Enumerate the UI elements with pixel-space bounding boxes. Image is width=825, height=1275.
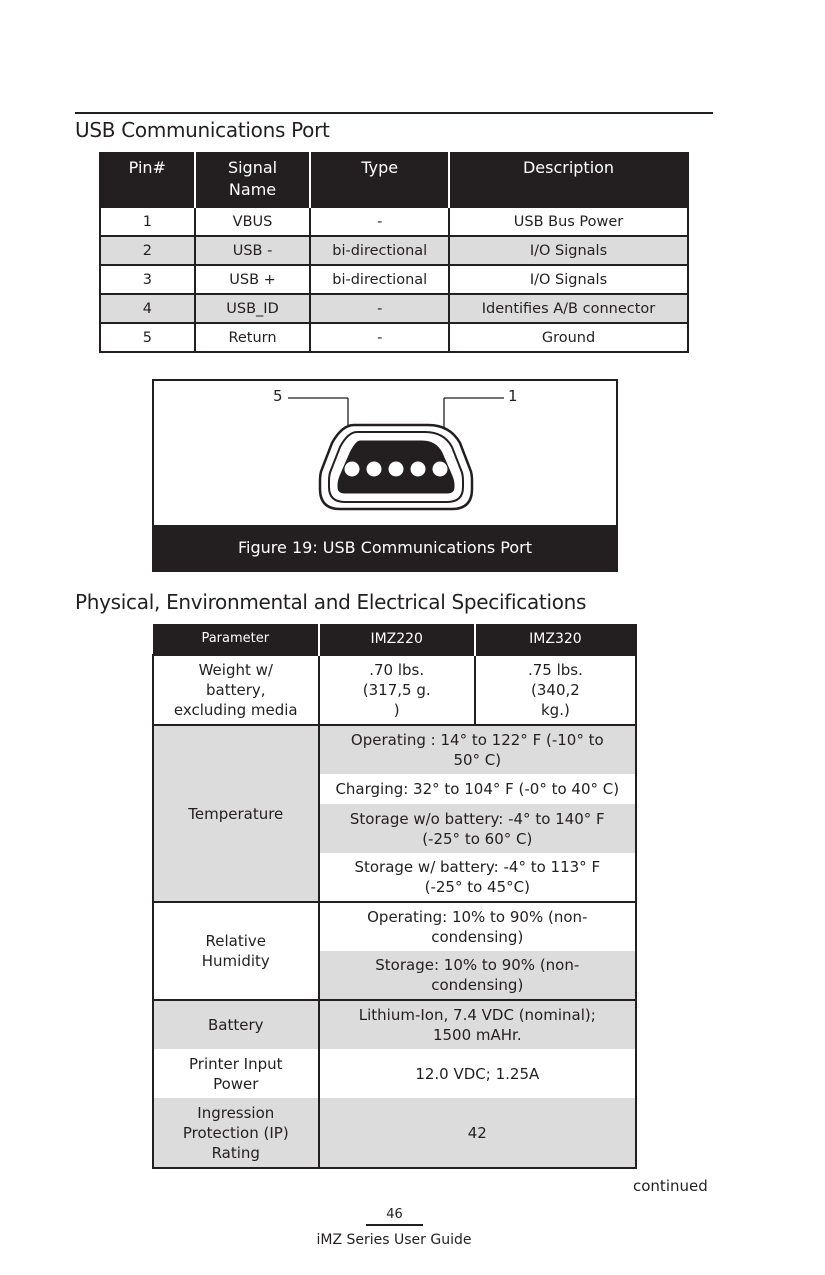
continued-note: continued <box>633 1177 708 1195</box>
cell-description: Identifies A/B connector <box>449 294 688 323</box>
figure-caption: Figure 19: USB Communications Port <box>154 525 616 570</box>
cell-pin: 5 <box>100 323 195 352</box>
temperature-param: Temperature <box>153 725 319 902</box>
input-power-param: Printer Input Power <box>153 1049 319 1098</box>
ip-rating-value: 42 <box>319 1098 636 1168</box>
cell-description: USB Bus Power <box>449 207 688 236</box>
weight-row <box>153 655 636 725</box>
cell-type: - <box>310 207 449 236</box>
weight-imz220: .70 lbs. (317,5 g. ) <box>319 655 475 725</box>
page-number-rule <box>366 1224 423 1226</box>
cell-description: Ground <box>449 323 688 352</box>
usb-connector-diagram <box>154 381 616 527</box>
weight-imz320: .75 lbs. (340,2 kg.) <box>475 655 636 725</box>
table-header-row <box>153 624 636 655</box>
temp-charging: Charging: 32° to 104° F (-0° to 40° C) <box>319 774 636 804</box>
humidity-storage: Storage: 10% to 90% (non-condensing) <box>319 951 636 1000</box>
cell-signal: VBUS <box>195 207 311 236</box>
page-number: 46 <box>386 1207 403 1222</box>
input-power-value: 12.0 VDC; 1.25A <box>319 1049 636 1098</box>
temp-storage-battery: Storage w/ battery: -4° to 113° F (-25° to 45°C) <box>319 853 636 902</box>
cell-signal: USB - <box>195 236 311 265</box>
temperature-row <box>153 725 636 774</box>
table-row <box>100 294 688 323</box>
cell-pin: 2 <box>100 236 195 265</box>
humidity-operating: Operating: 10% to 90% (non-condensing) <box>319 902 636 951</box>
usb-port-figure <box>152 379 618 572</box>
battery-param: Battery <box>153 1000 319 1049</box>
spec-section-title: Physical, Environmental and Electrical Specifications <box>75 590 587 614</box>
header-imz220: IMZ220 <box>319 624 475 655</box>
usb-section-title: USB Communications Port <box>75 118 330 142</box>
table-row <box>100 265 688 294</box>
header-type: Type <box>310 152 449 207</box>
battery-value: Lithium-Ion, 7.4 VDC (nominal); 1500 mAHr. <box>319 1000 636 1049</box>
table-header-row <box>100 152 688 207</box>
cell-signal: USB_ID <box>195 294 311 323</box>
cell-type: - <box>310 323 449 352</box>
cell-description: I/O Signals <box>449 265 688 294</box>
cell-type: bi-directional <box>310 236 449 265</box>
weight-param: Weight w/ battery, excluding media <box>153 655 319 725</box>
header-description: Description <box>449 152 688 207</box>
pin-1-contact <box>433 462 448 477</box>
header-signal-name: Signal Name <box>195 152 311 207</box>
ip-rating-param: Ingression Protection (IP) Rating <box>153 1098 319 1168</box>
top-rule <box>75 112 713 114</box>
pin-label-right: 1 <box>508 387 518 405</box>
cell-pin: 3 <box>100 265 195 294</box>
temp-storage-no-battery: Storage w/o battery: -4° to 140° F (-25° to 60° C) <box>319 804 636 853</box>
cell-description: I/O Signals <box>449 236 688 265</box>
pin-2-contact <box>411 462 426 477</box>
temp-operating: Operating : 14° to 122° F (-10° to 50° C) <box>319 725 636 774</box>
input-power-row <box>153 1049 636 1098</box>
pin-label-left: 5 <box>273 387 283 405</box>
cell-pin: 4 <box>100 294 195 323</box>
pin-5-contact <box>345 462 360 477</box>
header-imz320: IMZ320 <box>475 624 636 655</box>
cell-type: bi-directional <box>310 265 449 294</box>
battery-row <box>153 1000 636 1049</box>
usb-pin-table <box>99 152 689 353</box>
table-row <box>100 207 688 236</box>
spec-table <box>152 624 637 1169</box>
guide-title: iMZ Series User Guide <box>316 1232 472 1248</box>
cell-signal: Return <box>195 323 311 352</box>
cell-type: - <box>310 294 449 323</box>
table-row <box>100 236 688 265</box>
table-row <box>100 323 688 352</box>
cell-signal: USB + <box>195 265 311 294</box>
pin-3-contact <box>389 462 404 477</box>
ip-rating-row <box>153 1098 636 1168</box>
humidity-param: Relative Humidity <box>153 902 319 1000</box>
cell-pin: 1 <box>100 207 195 236</box>
header-parameter: Parameter <box>153 624 319 655</box>
humidity-row <box>153 902 636 951</box>
header-pin: Pin# <box>100 152 195 207</box>
pin-4-contact <box>367 462 382 477</box>
